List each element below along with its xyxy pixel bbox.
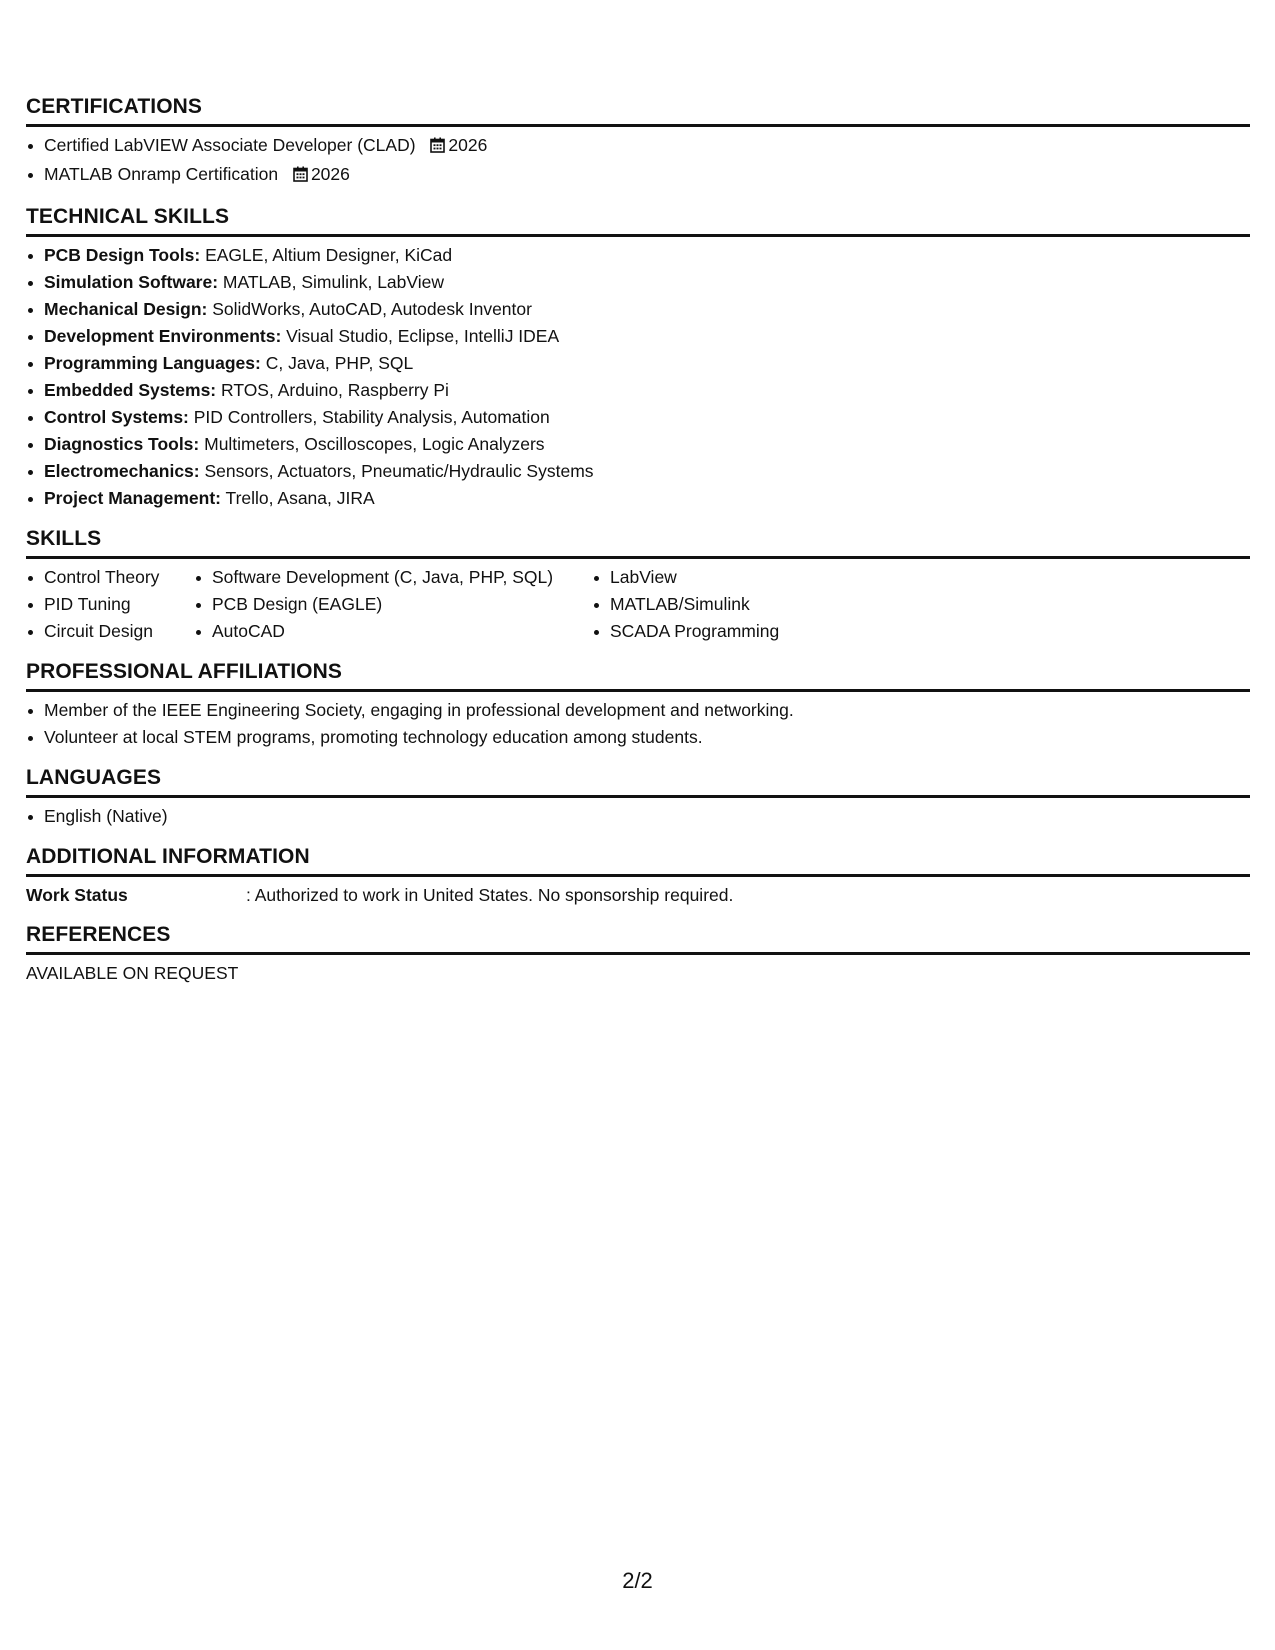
skill-category-value: Trello, Asana, JIRA [220,488,375,508]
skill-category-value: Visual Studio, Eclipse, IntelliJ IDEA [281,326,560,346]
section-divider [26,124,1250,127]
skill-item: MATLAB/Simulink [592,591,892,618]
certification-name: Certified LabVIEW Associate Developer (CLAD) [44,135,416,155]
skill-category-label: Embedded Systems: [44,380,217,400]
skills-grid [26,564,1250,645]
section-title-technical-skills: TECHNICAL SKILLS [26,205,230,228]
skill-item: LabView [592,564,892,591]
skill-category-value: EAGLE, Altium Designer, KiCad [200,245,453,265]
technical-skill-item [26,269,1250,296]
section-divider [26,556,1250,559]
technical-skills-section [26,204,1250,512]
skill-category-label: Control Systems: [44,407,189,427]
technical-skill-item [26,485,1250,512]
page-number: 2/2 [622,1568,653,1593]
affiliations-section [26,659,1250,751]
section-title-additional-info: ADDITIONAL INFORMATION [26,845,310,868]
skill-category-label: Diagnostics Tools: [44,434,200,454]
affiliations-list [26,697,1250,751]
skill-category-label: Mechanical Design: [44,299,208,319]
skill-category-value: Multimeters, Oscilloscopes, Logic Analyzers [199,434,545,454]
languages-list [26,803,1250,830]
technical-skill-item [26,323,1250,350]
skill-item: Software Development (C, Java, PHP, SQL) [194,564,592,591]
skill-category-value: SolidWorks, AutoCAD, Autodesk Inventor [207,299,532,319]
skill-category-label: Development Environments: [44,326,282,346]
skill-category-label: Project Management: [44,488,221,508]
section-title-skills: SKILLS [26,527,102,550]
certifications-section [26,94,1250,190]
skill-category-value: RTOS, Arduino, Raspberry Pi [216,380,449,400]
certifications-list [26,132,1250,190]
skill-category-label: Electromechanics: [44,461,200,481]
skills-column [592,564,892,645]
skill-item: Control Theory [26,564,194,591]
resume-page [26,94,1250,1001]
skill-category-value: Sensors, Actuators, Pneumatic/Hydraulic Systems [199,461,594,481]
skill-category-label: PCB Design Tools: [44,245,201,265]
certification-year: 2026 [448,135,488,155]
calendar-icon [293,163,308,190]
skill-item: PCB Design (EAGLE) [194,591,592,618]
references-section [26,922,1250,987]
skill-category-label: Simulation Software: [44,272,219,292]
section-title-certifications: CERTIFICATIONS [26,95,203,118]
certification-item [26,132,1250,161]
section-title-references: REFERENCES [26,923,171,946]
work-status-row [26,882,1250,908]
section-title-languages: LANGUAGES [26,766,162,789]
calendar-icon [430,134,445,161]
skill-item: SCADA Programming [592,618,892,645]
technical-skill-item [26,296,1250,323]
work-status-value: : Authorized to work in United States. No sponsorship required. [246,885,734,905]
technical-skill-item [26,350,1250,377]
references-text: AVAILABLE ON REQUEST [26,963,239,983]
skills-column [194,564,592,645]
certification-name: MATLAB Onramp Certification [44,164,279,184]
technical-skill-item [26,404,1250,431]
skill-category-value: C, Java, PHP, SQL [260,353,414,373]
technical-skill-item [26,458,1250,485]
section-divider [26,795,1250,798]
skill-item: PID Tuning [26,591,194,618]
technical-skill-item [26,242,1250,269]
section-divider [26,234,1250,237]
technical-skill-item [26,431,1250,458]
skill-category-value: MATLAB, Simulink, LabView [218,272,445,292]
additional-info-section [26,844,1250,908]
skill-item: AutoCAD [194,618,592,645]
technical-skills-list [26,242,1250,512]
affiliation-item: Volunteer at local STEM programs, promoting technology education among students. [26,724,1250,751]
section-divider [26,689,1250,692]
affiliation-item: Member of the IEEE Engineering Society, engaging in professional development and networking. [26,697,1250,724]
skills-section [26,526,1250,645]
skill-item: Circuit Design [26,618,194,645]
section-divider [26,874,1250,877]
skill-category-label: Programming Languages: [44,353,261,373]
section-title-affiliations: PROFESSIONAL AFFILIATIONS [26,660,342,683]
skill-category-value: PID Controllers, Stability Analysis, Automation [188,407,550,427]
section-divider [26,952,1250,955]
technical-skill-item [26,377,1250,404]
skills-column [26,564,194,645]
certification-year: 2026 [310,164,350,184]
languages-section [26,765,1250,830]
work-status-label: Work Status [26,885,128,905]
certification-item [26,161,1250,190]
language-item: English (Native) [26,803,1250,830]
